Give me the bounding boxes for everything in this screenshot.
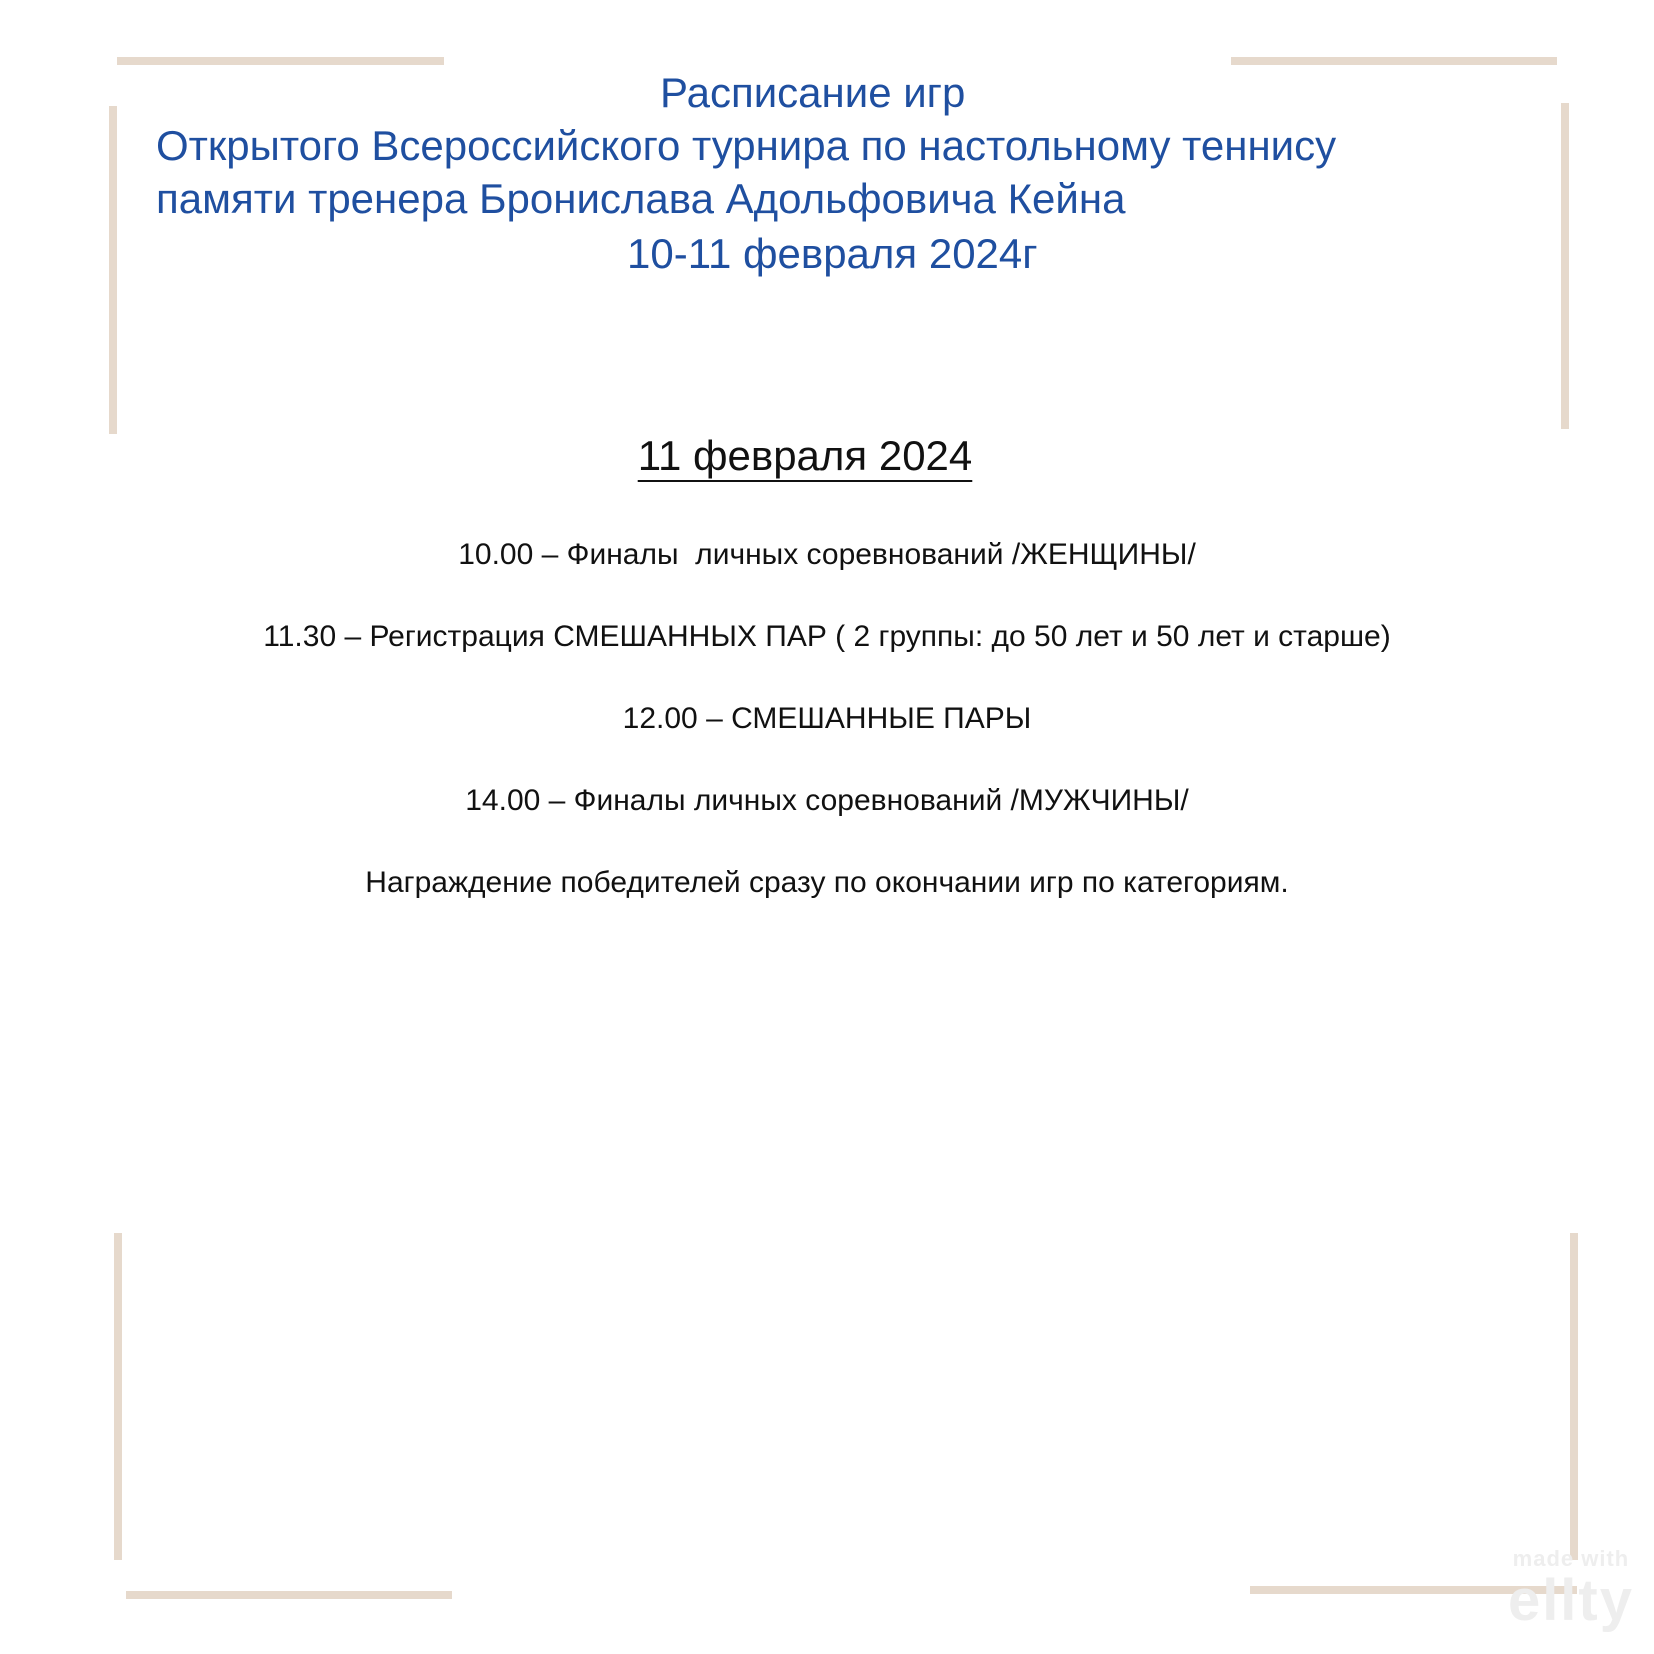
header-dates: 10-11 февраля 2024г [627, 230, 1038, 277]
frame-top-left-vertical [109, 106, 117, 434]
date-heading [0, 432, 1654, 480]
schedule-item: 12.00 – СМЕШАННЫЕ ПАРЫ [622, 702, 1032, 735]
frame-top-right-vertical [1561, 103, 1569, 429]
schedule-item: 14.00 – Финалы личных соревнований /МУЖЧИНЫ/ [465, 784, 1189, 817]
date-heading-text: 11 февраля 2024 [637, 432, 973, 479]
frame-top-right-horizontal [1231, 57, 1557, 65]
watermark-caption: made with [1512, 1546, 1630, 1571]
header-title: Расписание игр [660, 69, 966, 116]
frame-bottom-left-horizontal [126, 1591, 452, 1599]
frame-bottom-right-vertical [1570, 1233, 1578, 1560]
schedule-item: 10.00 – Финалы личных соревнований /ЖЕНЩИНЫ/ [458, 538, 1196, 571]
watermark-logo: ellty [1507, 1568, 1634, 1633]
header-memorial: памяти тренера Бронислава Адольфовича Кейна [156, 175, 1126, 222]
header-tournament-name: Открытого Всероссийского турнира по настольному теннису [156, 122, 1337, 169]
frame-top-left-horizontal [117, 57, 444, 65]
watermark [1507, 1546, 1634, 1633]
schedule-awards-note: Награждение победителей сразу по окончании игр по категориям. [365, 866, 1289, 899]
frame-bottom-left-vertical [114, 1233, 122, 1560]
schedule-item: 11.30 – Регистрация СМЕШАННЫХ ПАР ( 2 группы: до 50 лет и 50 лет и старше) [263, 620, 1391, 653]
